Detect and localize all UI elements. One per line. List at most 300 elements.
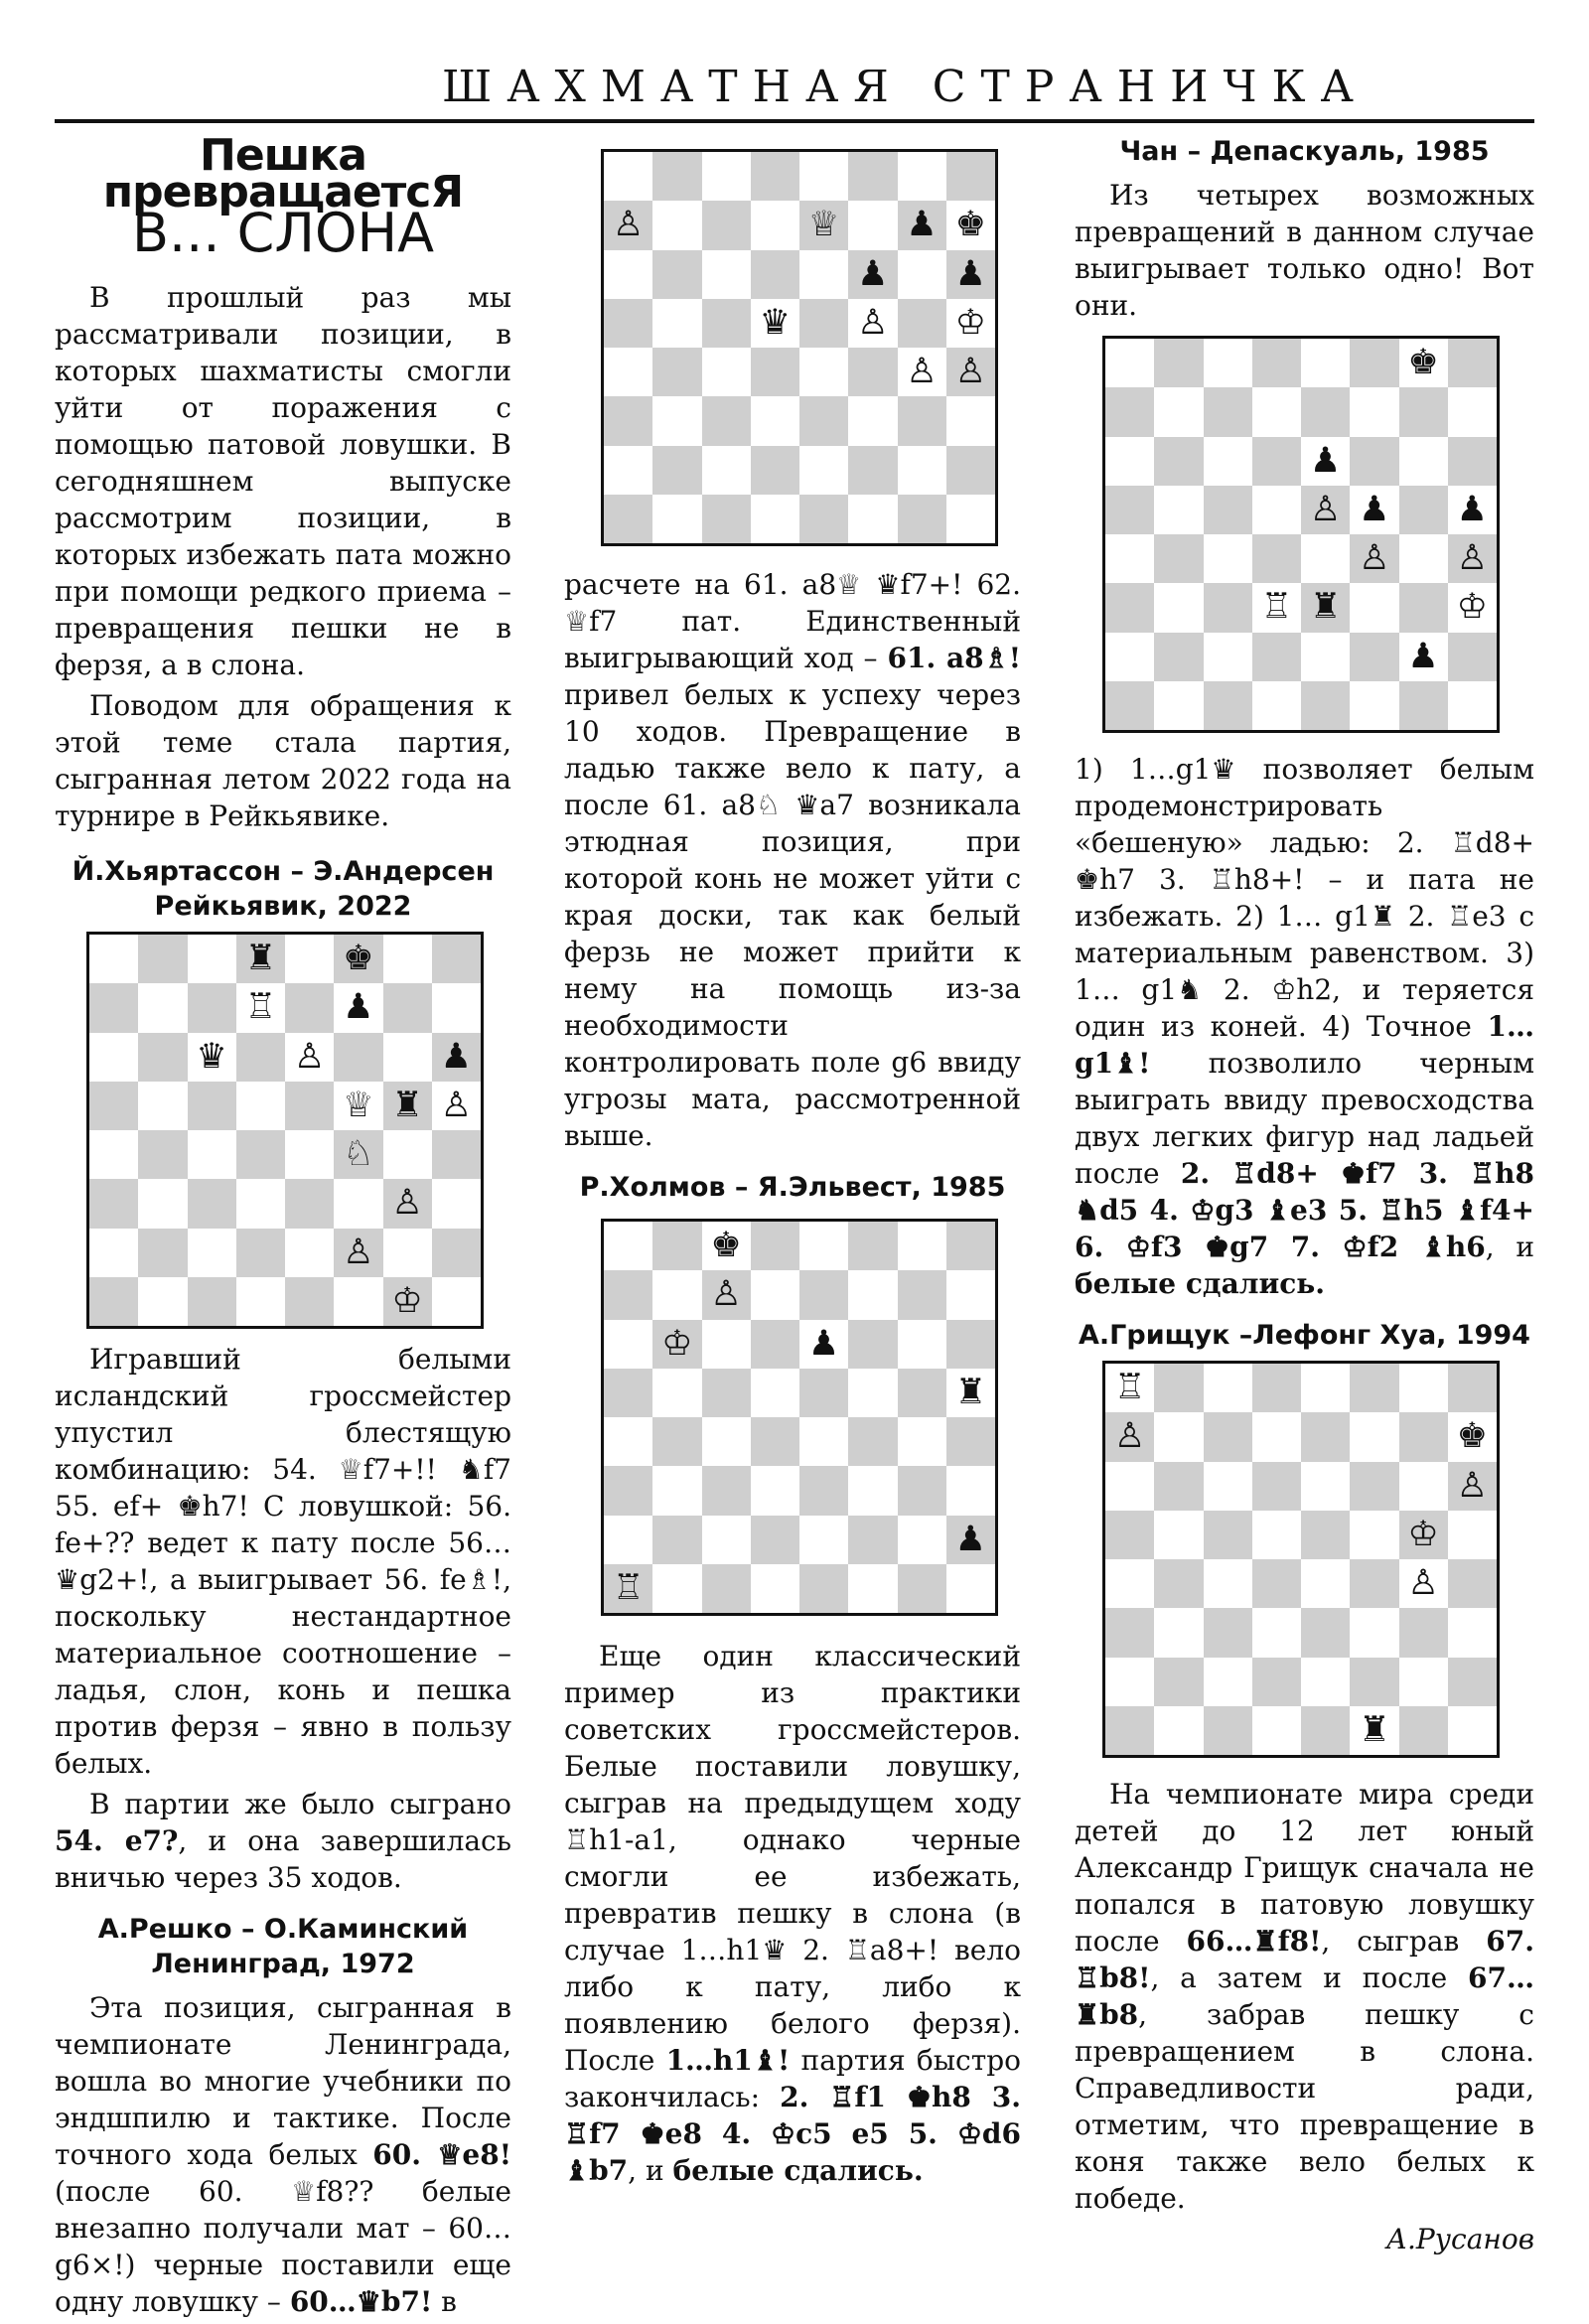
board-square	[848, 348, 897, 396]
board-square	[1252, 633, 1301, 681]
board-square	[1448, 339, 1497, 387]
game2-cont-c: привел белых к успеху через 10 ходов. Превращение в ладью также вело к пату, а после 61. a8♘ ♛a7 возникала этюдная позиция, при которой конь не может уйти с края доски, так как белый ферзь не может прийти к нему на помощь из-за необходимости контролировать поле g6 ввиду угрозы мата, рассмотренной выше.	[564, 678, 1021, 1152]
game2-cont-a: расчете на 61. a8♕ ♛f7+! 62. ♕f7 пат. Единственный выигрывающий ход –	[564, 568, 1021, 674]
board-square	[236, 983, 285, 1032]
board-square	[751, 1466, 799, 1515]
black-pawn-icon: ♟	[954, 1519, 987, 1559]
board-square	[1350, 1462, 1398, 1511]
board-square	[1105, 534, 1154, 583]
game2-move-1: 60. ♕e8!	[372, 2138, 511, 2171]
board-square	[138, 1277, 187, 1326]
board-square	[946, 1369, 995, 1417]
board-square	[1105, 1559, 1154, 1608]
board-square	[898, 446, 946, 495]
board-square	[898, 201, 946, 249]
board-square	[138, 1033, 187, 1082]
chess-board-game3	[601, 1219, 998, 1616]
board-square	[188, 1277, 236, 1326]
board-square	[751, 299, 799, 348]
board-square	[285, 983, 334, 1032]
board-square	[898, 1222, 946, 1270]
board-square	[1204, 387, 1252, 436]
board-square	[604, 1270, 652, 1319]
board-square	[1399, 1706, 1448, 1755]
board-square	[1448, 1511, 1497, 1559]
board-square	[1448, 1364, 1497, 1412]
white-pawn-icon: ♙	[612, 205, 645, 245]
board-square	[1448, 1706, 1497, 1755]
board-square	[799, 1320, 848, 1369]
board-square	[799, 495, 848, 543]
board-square	[236, 1082, 285, 1130]
white-king-icon: ♔	[1407, 1514, 1439, 1554]
game2-players: А.Решко – О.Каминский	[97, 1914, 469, 1945]
board-square	[1301, 1559, 1350, 1608]
board-square	[432, 1082, 481, 1130]
board-square	[1399, 583, 1448, 632]
board-square	[1105, 486, 1154, 534]
article-title-line2: В... СЛОНА	[131, 202, 435, 264]
board-square	[1301, 534, 1350, 583]
article-title-line1: Пешка превращаетсЯ	[102, 130, 464, 218]
board-square	[946, 1222, 995, 1270]
board-square	[1350, 1412, 1398, 1461]
white-rook-icon: ♖	[612, 1567, 645, 1608]
board-square	[188, 1229, 236, 1277]
board-square	[848, 1466, 897, 1515]
white-pawn-icon: ♙	[1309, 489, 1342, 529]
board-square	[138, 1229, 187, 1277]
board-square	[898, 1516, 946, 1564]
board-square	[799, 1369, 848, 1417]
board-square	[751, 348, 799, 396]
black-rook-icon: ♜	[391, 1085, 423, 1125]
white-pawn-icon: ♙	[1456, 538, 1489, 579]
board-square	[1301, 1412, 1350, 1461]
board-square	[383, 935, 432, 983]
board-square	[1154, 1462, 1203, 1511]
game5-move-1: 66…♜f8!	[1186, 1925, 1322, 1958]
board-square	[946, 250, 995, 299]
board-square	[1399, 339, 1448, 387]
board-square	[1301, 486, 1350, 534]
board-square	[1252, 1511, 1301, 1559]
board-square	[898, 1320, 946, 1369]
board-square	[1252, 1462, 1301, 1511]
game5-text-c: , сыграв	[1321, 1925, 1487, 1958]
board-square	[751, 495, 799, 543]
board-square	[1105, 1462, 1154, 1511]
board-square	[1105, 1706, 1154, 1755]
white-pawn-icon: ♙	[1407, 1563, 1439, 1604]
board-square	[1105, 583, 1154, 632]
board-square	[285, 1229, 334, 1277]
board-square	[1204, 1706, 1252, 1755]
board-square	[1204, 1608, 1252, 1657]
board-square	[334, 935, 382, 983]
board-square	[652, 396, 701, 445]
board-square	[702, 201, 751, 249]
board-square	[946, 1516, 995, 1564]
white-pawn-icon: ♙	[857, 302, 889, 343]
column-1	[55, 130, 511, 2324]
board-square	[604, 446, 652, 495]
board-square	[1350, 1364, 1398, 1412]
game4-text-c: позволило черным выиграть ввиду превосходства двух легких фигур над ладьей после	[1075, 1047, 1534, 1190]
board-square	[1154, 534, 1203, 583]
board-square	[1448, 681, 1497, 730]
game1-text-1: Игравший белыми исландский гроссмейстер упустил блестящую комбинацию: 54. ♕f7+!! ♞f7 55. ef+ ♚h7! С ловушкой: 56. fe+?? ведет к пату после 56… ♛g2+!, а выигрывает 56. fe♗!, поскольку нестандартное материальное соотношение – ладья, слон, конь и пешка против ферзя – явно в пользу белых.	[55, 1343, 511, 1780]
black-king-icon: ♚	[954, 205, 987, 245]
board-square	[652, 201, 701, 249]
white-pawn-icon: ♙	[293, 1036, 326, 1077]
board-square	[898, 1564, 946, 1613]
board-square	[946, 1320, 995, 1369]
board-square	[604, 1516, 652, 1564]
board-square	[898, 348, 946, 396]
game5-move-2: 67. ♖b8!	[1075, 1925, 1534, 1994]
board-square	[1252, 1608, 1301, 1657]
game1-players: Й.Хьяртассон – Э.Андерсен	[72, 856, 495, 887]
board-square	[898, 299, 946, 348]
board-square	[138, 1130, 187, 1179]
board-square	[946, 1564, 995, 1613]
board-square	[1350, 633, 1398, 681]
game4-title: Чан – Депаскуаль, 1985	[1119, 136, 1490, 167]
board-square	[751, 1320, 799, 1369]
board-square	[1399, 633, 1448, 681]
game5-move-3: 67…♜b8	[1075, 1961, 1534, 2031]
board-square	[1154, 1412, 1203, 1461]
game4-move-1: 1… g1♝!	[1075, 1010, 1534, 1080]
board-square	[702, 446, 751, 495]
board-square	[334, 1033, 382, 1082]
game5-title: А.Грищук –Лефонг Хуа, 1994	[1079, 1320, 1530, 1351]
board-square	[1301, 583, 1350, 632]
board-square	[1399, 437, 1448, 486]
game4-text-e: , и	[1485, 1231, 1534, 1263]
board-square	[799, 396, 848, 445]
board-square	[848, 250, 897, 299]
board-square	[604, 1222, 652, 1270]
board-square	[89, 1130, 138, 1179]
intro-paragraph-1: В прошлый раз мы рассматривали позиции, в которых шахматисты смогли уйти от поражения с помощью патовой ловушки. В сегодняшнем выпуске рассмотрим позиции, в которых избежать пата можно при помощи редкого приема – превращения пешки не в ферзя, а в слона.	[55, 281, 511, 681]
board-square	[1105, 387, 1154, 436]
board-square	[848, 1320, 897, 1369]
white-queen-icon: ♕	[807, 205, 840, 245]
board-square	[1204, 1559, 1252, 1608]
black-pawn-icon: ♟	[906, 205, 938, 245]
board-square	[1204, 583, 1252, 632]
board-square	[1448, 437, 1497, 486]
board-square	[285, 935, 334, 983]
board-square	[1448, 387, 1497, 436]
board-square	[652, 1417, 701, 1466]
column-3	[1075, 134, 1534, 2257]
board-square	[702, 396, 751, 445]
game2-continuation	[564, 566, 1021, 1154]
board-square	[1301, 633, 1350, 681]
board-square	[1204, 534, 1252, 583]
board-square	[604, 396, 652, 445]
board-square	[1399, 1559, 1448, 1608]
board-square	[1350, 1706, 1398, 1755]
board-square	[604, 201, 652, 249]
board-square	[1154, 681, 1203, 730]
chess-board-game4	[1102, 336, 1500, 733]
white-pawn-icon: ♙	[710, 1274, 742, 1315]
board-square	[138, 935, 187, 983]
board-square	[652, 1369, 701, 1417]
board-square	[848, 495, 897, 543]
board-square	[799, 446, 848, 495]
board-square	[1448, 534, 1497, 583]
game1-text-2a: В партии же было сыграно	[89, 1788, 511, 1820]
board-square	[1252, 339, 1301, 387]
board-square	[1204, 1511, 1252, 1559]
black-king-icon: ♚	[1456, 1416, 1489, 1457]
board-square	[1301, 339, 1350, 387]
board-square	[604, 152, 652, 201]
board-square	[1252, 1364, 1301, 1412]
board-square	[334, 1277, 382, 1326]
board-square	[1154, 339, 1203, 387]
board-square	[848, 396, 897, 445]
board-square	[1350, 583, 1398, 632]
board-square	[898, 152, 946, 201]
board-square	[383, 1082, 432, 1130]
game3-move-1: 1…h1♝!	[665, 2044, 791, 2077]
black-pawn-icon: ♟	[954, 253, 987, 294]
game1-event: Рейкьявик, 2022	[154, 891, 412, 922]
board-square	[702, 1270, 751, 1319]
board-square	[898, 250, 946, 299]
board-square	[285, 1130, 334, 1179]
black-pawn-icon: ♟	[1407, 636, 1439, 676]
board-square	[1105, 1511, 1154, 1559]
black-rook-icon: ♜	[954, 1372, 987, 1412]
white-king-icon: ♔	[954, 302, 987, 343]
black-pawn-icon: ♟	[1309, 440, 1342, 481]
game5-text-e: , а затем и после	[1150, 1961, 1469, 1994]
board-square	[383, 1229, 432, 1277]
board-square	[898, 1369, 946, 1417]
board-square	[1448, 1559, 1497, 1608]
board-square	[946, 396, 995, 445]
black-rook-icon: ♜	[1309, 587, 1342, 628]
chess-board-game1	[86, 932, 484, 1329]
black-king-icon: ♚	[710, 1226, 742, 1266]
board-square	[604, 1417, 652, 1466]
board-square	[285, 1277, 334, 1326]
game2-move-2: 60…♛b7!	[289, 2285, 433, 2318]
board-square	[1154, 437, 1203, 486]
game3-text-c: партия быстро закончилась:	[564, 2044, 1021, 2113]
game3-moves: 2. ♖f1 ♚h8 3. ♖f7 ♚e8 4. ♔c5 e5 5. ♔d6 ♝b7	[564, 2081, 1021, 2187]
board-square	[702, 299, 751, 348]
board-square	[1204, 339, 1252, 387]
board-square	[1399, 681, 1448, 730]
board-square	[1448, 1462, 1497, 1511]
chess-board-game2	[601, 149, 998, 546]
board-square	[383, 983, 432, 1032]
board-square	[236, 935, 285, 983]
board-square	[1154, 1608, 1203, 1657]
board-square	[946, 152, 995, 201]
game3-text	[564, 1638, 1021, 2189]
board-square	[1350, 534, 1398, 583]
white-pawn-icon: ♙	[1359, 538, 1390, 579]
board-square	[236, 1277, 285, 1326]
board-square	[1301, 1706, 1350, 1755]
board-square	[188, 1082, 236, 1130]
board-square	[1399, 486, 1448, 534]
game4-moves: 2. ♖d8+ ♚f7 3. ♖h8 ♞d5 4. ♔g3 ♝e3 5. ♖h5 ♝f4+ 6. ♔f3 ♚g7 7. ♔f2 ♝h6	[1075, 1157, 1534, 1263]
board-square	[1105, 1658, 1154, 1706]
board-square	[89, 1229, 138, 1277]
white-rook-icon: ♖	[1113, 1368, 1146, 1408]
board-square	[702, 250, 751, 299]
board-square	[751, 1516, 799, 1564]
game4-result: белые сдались.	[1075, 1267, 1326, 1300]
game3-text-e: , и	[628, 2154, 673, 2187]
board-square	[285, 1033, 334, 1082]
board-square	[799, 152, 848, 201]
board-square	[604, 348, 652, 396]
board-square	[1399, 1462, 1448, 1511]
board-square	[1154, 583, 1203, 632]
board-square	[1252, 387, 1301, 436]
board-square	[1252, 1658, 1301, 1706]
board-square	[848, 201, 897, 249]
white-pawn-icon: ♙	[343, 1232, 374, 1272]
board-square	[1399, 1608, 1448, 1657]
board-square	[1154, 1658, 1203, 1706]
board-square	[1252, 534, 1301, 583]
board-square	[652, 152, 701, 201]
board-square	[848, 299, 897, 348]
intro-paragraph-2: Поводом для обращения к этой теме стала партия, сыгранная летом 2022 года на турнире в Рейкьявике.	[55, 689, 511, 832]
board-square	[652, 1222, 701, 1270]
board-square	[604, 299, 652, 348]
board-square	[652, 1320, 701, 1369]
game3-result: белые сдались.	[672, 2154, 924, 2187]
board-square	[383, 1277, 432, 1326]
board-square	[1204, 633, 1252, 681]
board-square	[432, 935, 481, 983]
board-square	[138, 1179, 187, 1228]
board-square	[702, 1564, 751, 1613]
board-square	[751, 152, 799, 201]
board-square	[1105, 437, 1154, 486]
game1-text-2	[55, 1786, 511, 1896]
board-square	[604, 1466, 652, 1515]
board-square	[848, 446, 897, 495]
board-square	[848, 1222, 897, 1270]
board-square	[1399, 534, 1448, 583]
board-square	[1204, 681, 1252, 730]
column-2	[564, 149, 1021, 2193]
board-square	[799, 299, 848, 348]
board-square	[236, 1229, 285, 1277]
board-square	[702, 1369, 751, 1417]
board-square	[432, 983, 481, 1032]
board-square	[1154, 1706, 1203, 1755]
black-pawn-icon: ♟	[807, 1323, 840, 1364]
white-pawn-icon: ♙	[391, 1183, 423, 1224]
board-square	[751, 1222, 799, 1270]
board-square	[848, 152, 897, 201]
board-square	[383, 1179, 432, 1228]
board-square	[652, 495, 701, 543]
board-square	[285, 1179, 334, 1228]
board-square	[652, 1466, 701, 1515]
game2-text	[55, 1989, 511, 2320]
board-square	[1154, 486, 1203, 534]
board-square	[1350, 486, 1398, 534]
board-square	[1105, 1608, 1154, 1657]
board-square	[334, 1082, 382, 1130]
board-square	[1350, 387, 1398, 436]
board-square	[1301, 437, 1350, 486]
board-square	[138, 983, 187, 1032]
board-square	[432, 1179, 481, 1228]
board-square	[1154, 387, 1203, 436]
white-queen-icon: ♕	[343, 1085, 374, 1125]
game5-text-a: На чемпионате мира среди детей до 12 лет юный Александр Грищук сначала не попался в патовую ловушку после	[1075, 1778, 1534, 1958]
black-pawn-icon: ♟	[1359, 489, 1390, 529]
board-square	[652, 1516, 701, 1564]
author-signature: А.Русанов	[1385, 2223, 1534, 2255]
board-square	[1448, 1412, 1497, 1461]
white-pawn-icon: ♙	[906, 352, 938, 392]
board-square	[652, 348, 701, 396]
game2-title	[55, 1912, 511, 1981]
board-square	[188, 983, 236, 1032]
board-square	[1252, 681, 1301, 730]
board-square	[946, 495, 995, 543]
board-square	[1105, 1412, 1154, 1461]
board-square	[1204, 1364, 1252, 1412]
board-square	[1350, 1511, 1398, 1559]
white-pawn-icon: ♙	[1456, 1465, 1489, 1506]
board-square	[89, 1277, 138, 1326]
game4-intro: Из четырех возможных превращений в данном случае выигрывает только одно! Вот они.	[1075, 179, 1534, 322]
black-king-icon: ♚	[1407, 343, 1439, 383]
game3-title: Р.Холмов – Я.Эльвест, 1985	[579, 1172, 1006, 1203]
board-square	[89, 1179, 138, 1228]
white-king-icon: ♔	[661, 1323, 693, 1364]
white-pawn-icon: ♙	[954, 352, 987, 392]
game5-text	[1075, 1776, 1534, 2217]
board-square	[946, 446, 995, 495]
board-square	[1448, 633, 1497, 681]
black-king-icon: ♚	[343, 939, 374, 979]
game1-text-2c: , и она завершилась вничью через 35 ходов.	[55, 1824, 511, 1894]
board-square	[604, 1564, 652, 1613]
board-square	[1301, 1658, 1350, 1706]
game2-text-e: в	[432, 2285, 457, 2318]
board-square	[1204, 486, 1252, 534]
board-square	[1350, 1658, 1398, 1706]
board-square	[1252, 1412, 1301, 1461]
board-square	[432, 1277, 481, 1326]
board-square	[1448, 1608, 1497, 1657]
board-square	[946, 1270, 995, 1319]
board-square	[898, 1270, 946, 1319]
board-square	[1252, 1559, 1301, 1608]
board-square	[799, 1417, 848, 1466]
